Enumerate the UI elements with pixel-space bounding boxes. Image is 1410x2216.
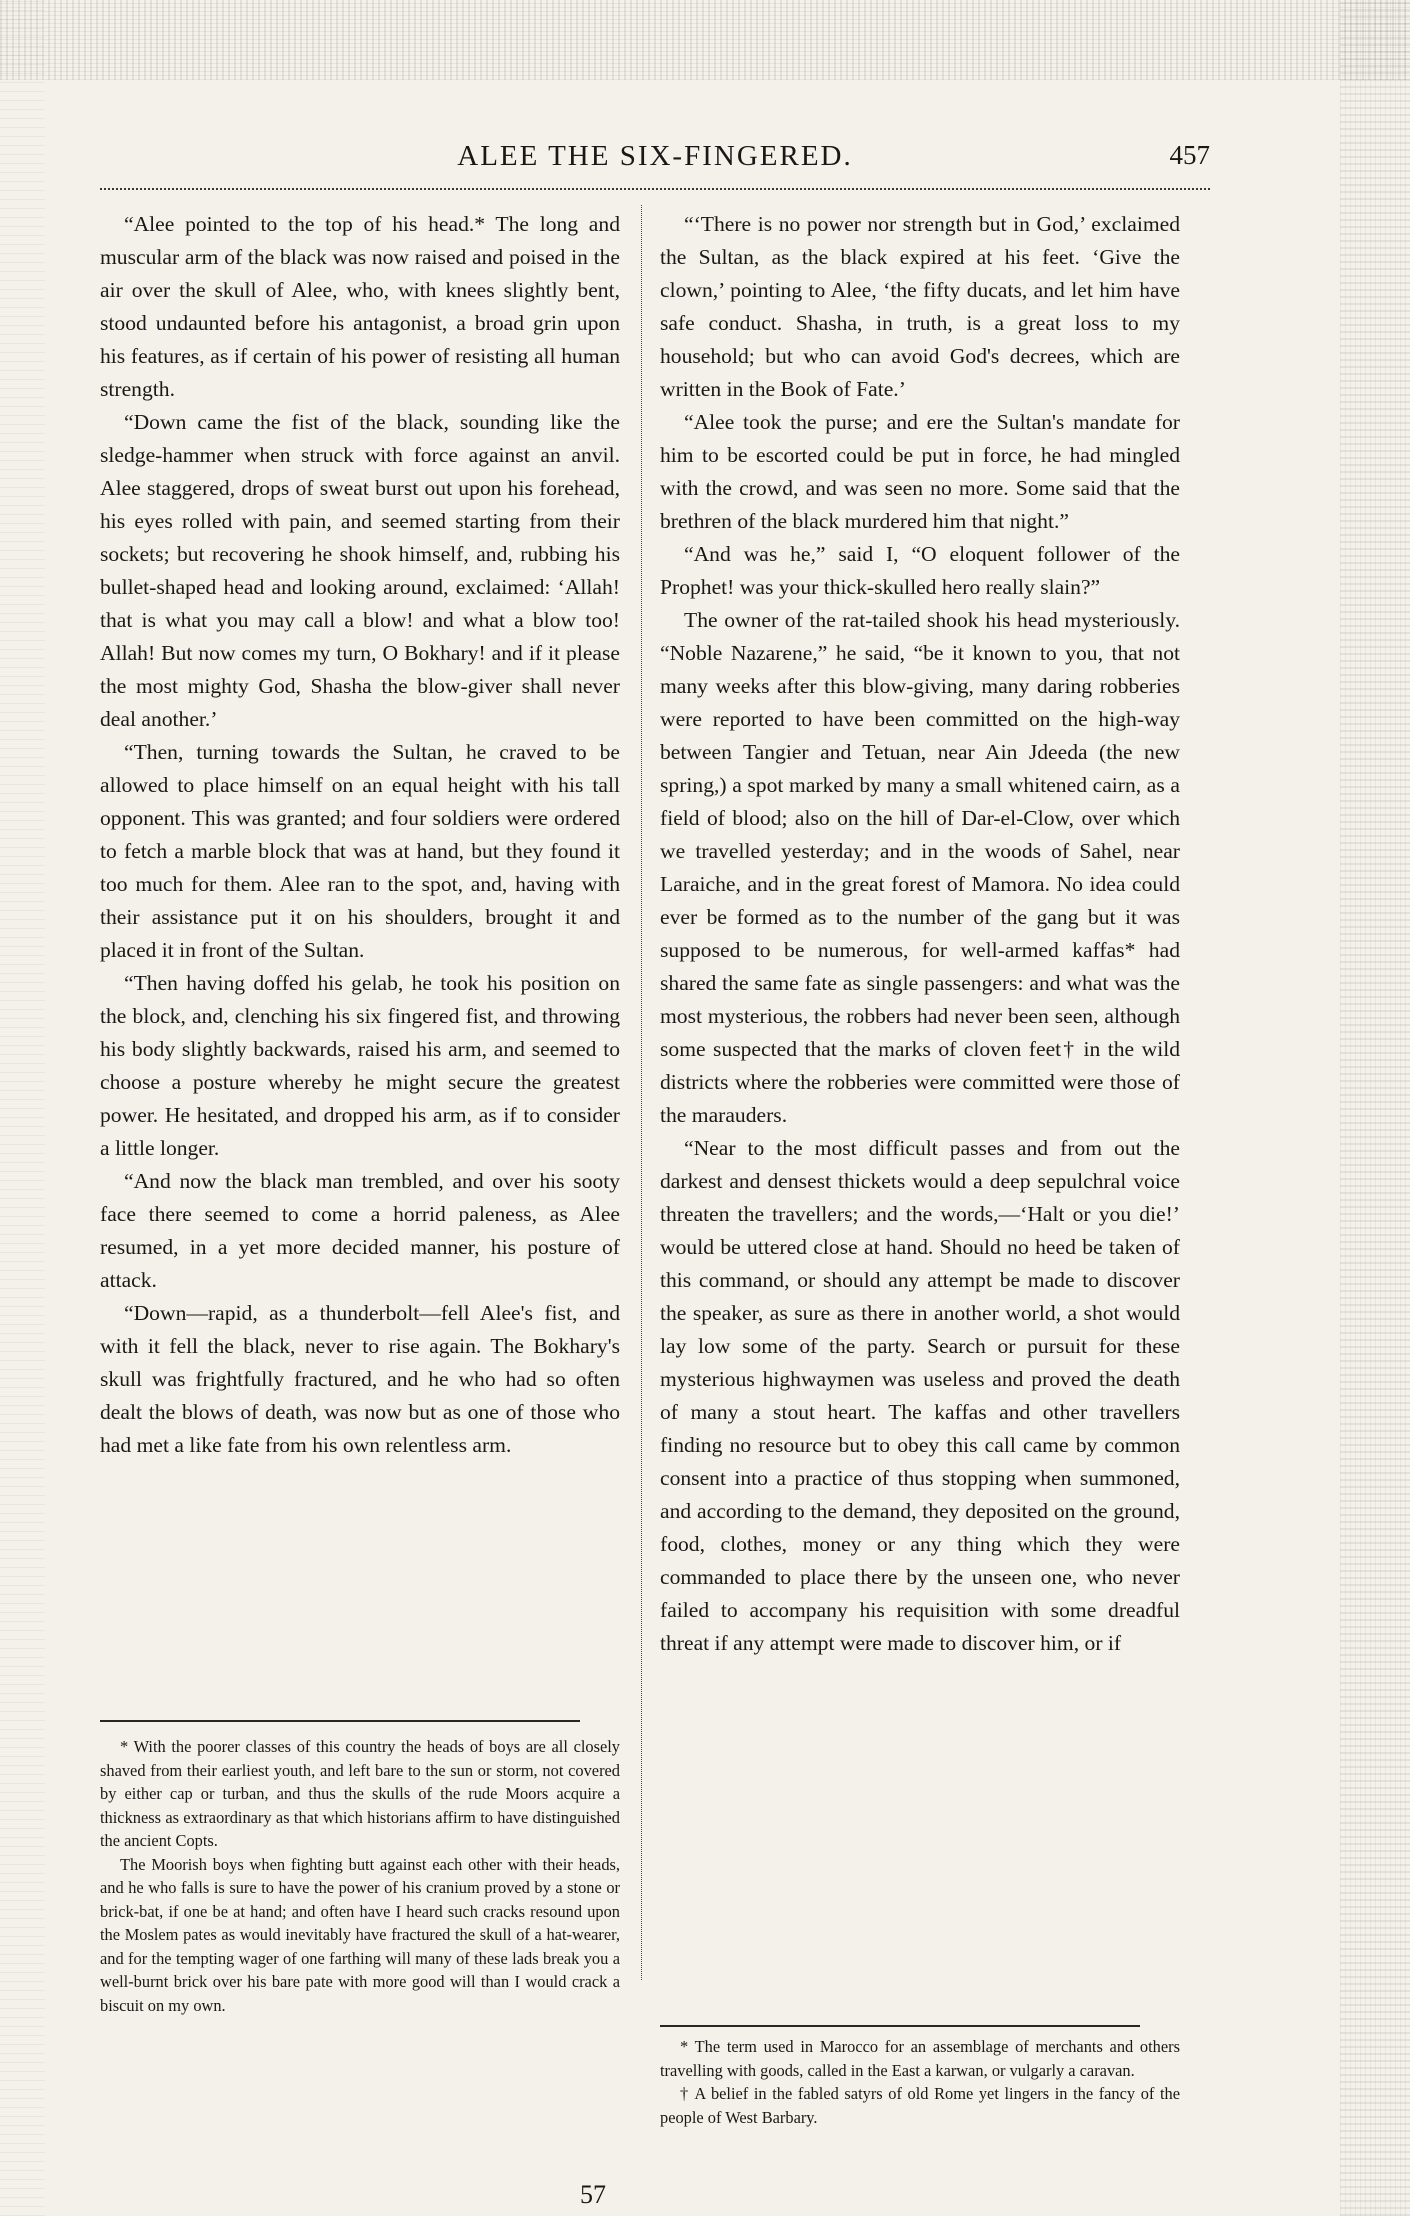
paragraph: “‘There is no power nor strength but in God,’ exclaimed the Sultan, as the black expired at his feet. ‘Give the clown,’ pointing to Alee, ‘the fifty ducats, and let him have safe conduct. Shasha, in truth, is a great loss to my household; but who can avoid God's decrees, which are written in the Book of Fate.’ (660, 212, 1180, 401)
paragraph: “Near to the most difficult passes and from out the darkest and densest thickets would a deep sepulchral voice threaten the travellers; and the words,—‘Halt or you die!’ would be uttered close at hand. Should no heed be taken of this command, or should any attempt be made to discover the speaker, as sure as there in another world, a shot would lay low some of the party. Search or pursuit for these mysterious highwaymen was useless and proved the death of many a stout heart. The kaffas and other travellers finding no resource but to obey this call came by common consent into a practice of thus stopping when summoned, and according to the demand, they deposited on the ground, food, clothes, money or any thing which they were commanded to place there by the unseen one, who never failed to accompany his requisition with some dreadful threat if any attempt were made to discover him, or if (660, 1136, 1180, 1655)
paragraph: “Down came the fist of the black, sounding like the sledge-hammer when struck with force against an anvil. Alee staggered, drops of sweat burst out upon his forehead, his eyes rolled with pain, and seemed starting from their sockets; but recovering he shook himself, and, rubbing his bullet-shaped head and looking around, exclaimed: ‘Allah! that is what you may call a blow! and what a blow too! Allah! But now comes my turn, O Bokhary! and if it please the most mighty God, Shasha the blow-giver shall never deal another.’ (100, 410, 620, 731)
footnote: † A belief in the fabled satyrs of old Rome yet lingers in the fancy of the people of West Barbary. (660, 2084, 1180, 2127)
right-footnotes (660, 2035, 1180, 2129)
signature-folio: 57 (580, 2180, 606, 2209)
header-rule (100, 188, 1210, 190)
scan-noise-top (0, 0, 1410, 80)
footnote: * With the poorer classes of this country the heads of boys are all closely shaved from their earliest youth, and left bare to the sun or storm, not covered by either cap or turban, and thus the skulls of the rude Moors acquire a thickness as extraordinary as that which historians affirm to have distinguished the ancient Copts. (100, 1737, 620, 1850)
column-divider (641, 205, 642, 1980)
footnote: The Moorish boys when fighting butt against each other with their heads, and he who falls is sure to have the power of his cranium proved by a stone or brick-bat, if one be at hand; and often have I heard such cracks resound upon the Moslem pates as would inevitably have fractured the skull of a hat-wearer, and for the tempting wager of one farthing will many of these lads break you a well-burnt brick over his bare pate with more good will than I would crack a biscuit on my own. (100, 1854, 620, 2015)
page-title: ALEE THE SIX-FINGERED. (457, 140, 853, 172)
footnote-rule (660, 2025, 1140, 2027)
page-number: 457 (1169, 140, 1210, 170)
paragraph: “Then having doffed his gelab, he took his position on the block, and, clenching his six fingered fist, and throwing his body slightly backwards, raised his arm, and seemed to choose a posture whereby he might secure the greatest power. He hesitated, and dropped his arm, as if to consider a little longer. (100, 971, 620, 1160)
footnote-rule (100, 1720, 580, 1722)
footnote: * The term used in Marocco for an assemblage of merchants and others travelling with goods, called in the East a karwan, or vulgarly a caravan. (660, 2037, 1180, 2080)
paragraph: “And was he,” said I, “O eloquent follower of the Prophet! was your thick-skulled hero really slain?” (660, 542, 1180, 599)
paragraph: “And now the black man trembled, and over his sooty face there seemed to come a horrid paleness, as Alee resumed, in a yet more decided manner, his posture of attack. (100, 1169, 620, 1292)
right-column (660, 208, 1180, 1660)
scan-noise-right (1340, 0, 1410, 2216)
paragraph: The owner of the rat-tailed shook his head mysteriously. “Noble Nazarene,” he said, “be it known to you, that not many weeks after this blow-giving, many daring robberies were reported to have been committed on the high-way between Tangier and Tetuan, near Ain Jdeeda (the new spring,) a spot marked by many a small whitened cairn, as a field of blood; also on the hill of Dar-el-Clow, over which we travelled yesterday; and in the woods of Sahel, near Laraiche, and in the great forest of Mamora. No idea could ever be formed as to the number of the gang but it was supposed to be numerous, for well-armed kaffas* had shared the same fate as single passengers: and what was the most mysterious, the robbers had never been seen, although some suspected that the marks of cloven feet† in the wild districts where the robberies were committed were those of the marauders. (660, 608, 1180, 1127)
left-column (100, 208, 620, 1462)
paragraph: “Down—rapid, as a thunderbolt—fell Alee's fist, and with it fell the black, never to rise again. The Bokhary's skull was frightfully fractured, and he who had so often dealt the blows of death, was now but as one of those who had met a like fate from his own relentless arm. (100, 1301, 620, 1457)
scan-noise-left (0, 0, 45, 2216)
paragraph: “Alee pointed to the top of his head.* The long and muscular arm of the black was now raised and poised in the air over the skull of Alee, who, with knees slightly bent, stood undaunted before his antagonist, a broad grin upon his features, as if certain of his power of resisting all human strength. (100, 212, 620, 401)
running-header (100, 140, 1210, 184)
paragraph: “Then, turning towards the Sultan, he craved to be allowed to place himself on an equal height with his tall opponent. This was granted; and four soldiers were ordered to fetch a marble block that was at hand, but they found it too much for them. Alee ran to the spot, and, having with their assistance put it on his shoulders, brought it and placed it in front of the Sultan. (100, 740, 620, 962)
paragraph: “Alee took the purse; and ere the Sultan's mandate for him to be escorted could be put in force, he had mingled with the crowd, and was seen no more. Some said that the brethren of the black murdered him that night.” (660, 410, 1180, 533)
left-footnotes (100, 1735, 620, 2017)
